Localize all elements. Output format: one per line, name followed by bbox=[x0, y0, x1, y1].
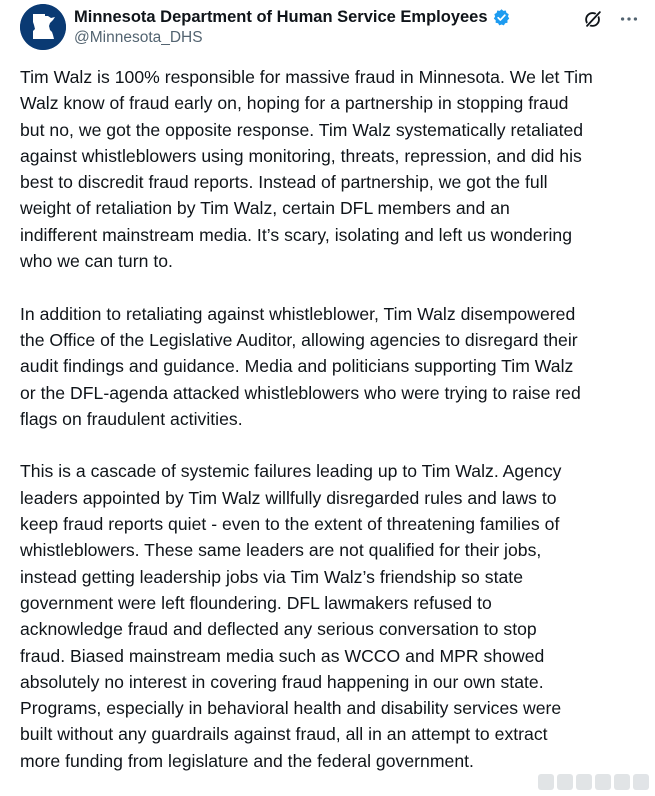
watermark-glyph bbox=[557, 774, 573, 790]
text-line: who we can turn to. bbox=[20, 251, 173, 272]
text-line: absolutely no interest in covering fraud happening in our own state. bbox=[20, 671, 544, 692]
post-paragraph-3 bbox=[20, 458, 638, 774]
grok-icon[interactable] bbox=[582, 8, 604, 30]
author-handle[interactable]: @Minnesota_DHS bbox=[74, 29, 203, 46]
post-header bbox=[20, 4, 640, 52]
text-line: whistleblowers. These same leaders are not qualified for their jobs, bbox=[20, 540, 542, 561]
text-line: but no, we got the opposite response. Tim Walz systematically retaliated bbox=[20, 119, 584, 140]
text-line: flags on fraudulent activities. bbox=[20, 408, 243, 429]
text-line: acknowledge fraud and deflected any serious conversation to stop bbox=[20, 619, 537, 640]
text-line: government were left floundering. DFL lawmakers refused to bbox=[20, 592, 492, 613]
text-line: This is a cascade of systemic failures leading up to Tim Walz. Agency bbox=[20, 461, 562, 482]
text-line: Walz know of fraud early on, hoping for a partnership in stopping fraud bbox=[20, 93, 569, 114]
text-line: leaders appointed by Tim Walz willfully disregarded rules and laws to bbox=[20, 487, 557, 508]
minnesota-state-outline-icon bbox=[20, 4, 66, 50]
post-paragraph-1 bbox=[20, 64, 638, 274]
more-options-icon[interactable] bbox=[618, 8, 640, 30]
text-line: Tim Walz is 100% responsible for massive fraud in Minnesota. We let Tim bbox=[20, 67, 593, 87]
post-text bbox=[20, 64, 638, 774]
header-actions bbox=[582, 8, 640, 30]
display-name[interactable]: Minnesota Department of Human Service Employees bbox=[74, 7, 488, 26]
text-line: In addition to retaliating against whistleblower, Tim Walz disempowered bbox=[20, 303, 576, 324]
text-line: indifferent mainstream media. It’s scary, isolating and left us wondering bbox=[20, 224, 573, 245]
watermark-glyph bbox=[538, 774, 554, 790]
text-line: keep fraud reports quiet - even to the extent of threatening families of bbox=[20, 514, 560, 535]
verified-badge-icon[interactable] bbox=[492, 8, 511, 27]
text-line: Programs, especially in behavioral health and disability services were bbox=[20, 698, 562, 719]
text-line: or the DFL-agenda attacked whistleblowers who were trying to raise red bbox=[20, 382, 581, 403]
text-line: fraud. Biased mainstream media such as WCCO and MPR showed bbox=[20, 645, 545, 666]
watermark-glyph bbox=[614, 774, 630, 790]
display-name-row bbox=[74, 6, 554, 28]
author-names bbox=[74, 6, 554, 49]
text-line: more funding from legislature and the federal government. bbox=[20, 750, 474, 771]
text-line: against whistleblowers using monitoring, threats, repression, and did his bbox=[20, 145, 582, 166]
text-line: weight of retaliation by Tim Walz, certain DFL members and an bbox=[20, 198, 510, 219]
watermark-glyph bbox=[576, 774, 592, 790]
avatar[interactable] bbox=[20, 4, 66, 50]
text-line: built without any guardrails against fraud, all in an attempt to extract bbox=[20, 724, 548, 745]
watermark-glyph bbox=[595, 774, 611, 790]
watermark bbox=[531, 771, 649, 793]
text-line: audit findings and guidance. Media and politicians supporting Tim Walz bbox=[20, 356, 574, 377]
text-line: instead getting leadership jobs via Tim Walz’s friendship so state bbox=[20, 566, 523, 587]
watermark-glyph bbox=[633, 774, 649, 790]
text-line: best to discredit fraud reports. Instead of partnership, we got the full bbox=[20, 172, 548, 193]
post-paragraph-2 bbox=[20, 301, 638, 432]
text-line: the Office of the Legislative Auditor, allowing agencies to disregard their bbox=[20, 329, 578, 350]
